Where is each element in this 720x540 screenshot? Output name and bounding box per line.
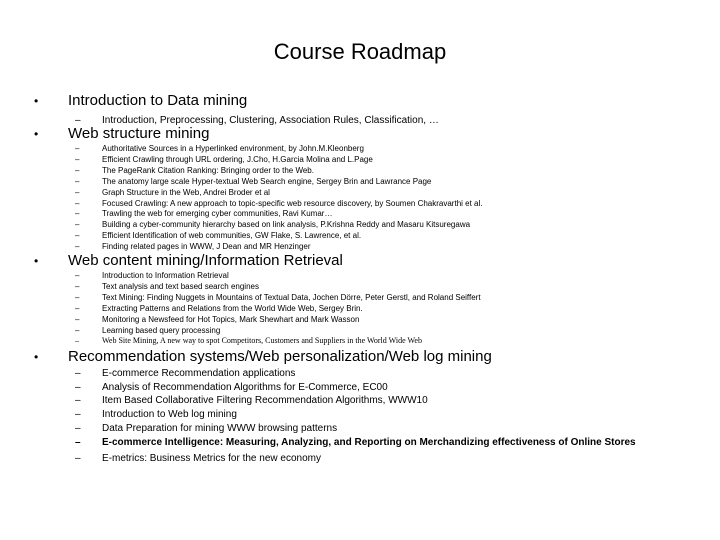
section-items bbox=[75, 367, 695, 465]
dash-icon: – bbox=[75, 381, 81, 393]
list-item: – Efficient Identification of web communities, GW Flake, S. Lawrence, et al. bbox=[75, 231, 362, 241]
list-item: – Text analysis and text based search engines bbox=[75, 281, 259, 291]
list-item: – Introduction to Web log mining bbox=[75, 409, 237, 421]
list-item: – Finding related pages in WWW, J Dean and MR Henzinger bbox=[75, 242, 311, 252]
section-web-structure-mining bbox=[34, 125, 694, 253]
section-recommendation-systems bbox=[34, 348, 694, 465]
dash-icon: – bbox=[75, 452, 81, 464]
dash-icon: – bbox=[75, 231, 80, 241]
list-item: – Data Preparation for mining WWW browsing patterns bbox=[75, 422, 338, 434]
list-item: – E-commerce Recommendation applications bbox=[75, 368, 296, 379]
section-heading: Web content mining/Information Retrieval bbox=[68, 252, 343, 269]
section-intro-data-mining bbox=[34, 92, 694, 127]
section-web-content-mining bbox=[34, 252, 694, 347]
dash-icon: – bbox=[75, 242, 80, 252]
list-item: – Web Site Mining, A new way to spot Competitors, Customers and Suppliers in the World Wide Web bbox=[75, 336, 422, 346]
dash-icon: – bbox=[75, 281, 80, 291]
dash-icon: – bbox=[75, 154, 80, 164]
bullet-icon: • bbox=[34, 350, 39, 364]
dash-icon: – bbox=[75, 368, 81, 379]
dash-icon: – bbox=[75, 303, 80, 313]
list-item: – Learning based query processing bbox=[75, 325, 221, 335]
dash-icon: – bbox=[75, 165, 80, 175]
list-item: – The PageRank Citation Ranking: Bringing order to the Web. bbox=[75, 165, 314, 175]
list-item: – Introduction, Preprocessing, Clustering, Association Rules, Classification, … bbox=[75, 115, 439, 126]
list-item: – Item Based Collaborative Filtering Recommendation Algorithms, WWW10 bbox=[75, 395, 428, 407]
list-item: – E-metrics: Business Metrics for the new economy bbox=[75, 452, 321, 464]
list-item: – Analysis of Recommendation Algorithms for E-Commerce, EC00 bbox=[75, 381, 388, 393]
dash-icon: – bbox=[75, 144, 80, 153]
dash-icon: – bbox=[75, 422, 81, 434]
dash-icon: – bbox=[75, 325, 80, 335]
bullet-icon: • bbox=[34, 127, 39, 141]
list-item: – Graph Structure in the Web, Andrei Broder et al bbox=[75, 187, 270, 197]
list-item: – The anatomy large scale Hyper-textual Web Search engine, Sergey Brin and Lawrance Page bbox=[75, 176, 432, 186]
list-item: – E-commerce Intelligence: Measuring, Analyzing, and Reporting on Merchandizing effectiveness of Online Stores bbox=[75, 436, 636, 448]
dash-icon: – bbox=[75, 176, 80, 186]
list-item: – Text Mining: Finding Nuggets in Mountains of Textual Data, Jochen Dörre, Peter Gerstl, and Roland Seiffert bbox=[75, 292, 481, 302]
list-item: – Introduction to Information Retrieval bbox=[75, 271, 229, 280]
dash-icon: – bbox=[75, 115, 81, 126]
dash-icon: – bbox=[75, 271, 80, 280]
dash-icon: – bbox=[75, 187, 80, 197]
dash-icon: – bbox=[75, 336, 79, 346]
section-items bbox=[75, 271, 694, 347]
dash-icon: – bbox=[75, 209, 80, 219]
list-item: – Trawling the web for emerging cyber communities, Ravi Kumar… bbox=[75, 209, 333, 219]
section-heading: Web structure mining bbox=[68, 125, 210, 142]
slide-title: Course Roadmap bbox=[273, 39, 447, 64]
bullet-icon: • bbox=[34, 254, 39, 268]
bullet-icon: • bbox=[34, 94, 39, 108]
dash-icon: – bbox=[75, 409, 81, 421]
dash-icon: – bbox=[75, 220, 80, 230]
section-items bbox=[75, 144, 694, 253]
list-item: – Extracting Patterns and Relations from the World Wide Web, Sergey Brin. bbox=[75, 303, 363, 313]
list-item: – Efficient Crawling through URL ordering, J.Cho, H.Garcia Molina and L.Page bbox=[75, 154, 373, 164]
section-heading: Introduction to Data mining bbox=[68, 92, 248, 109]
list-item: – Building a cyber-community hierarchy based on link analysis, P.Krishna Reddy and Masaru Kitsuregawa bbox=[75, 220, 471, 230]
list-item: – Monitoring a Newsfeed for Hot Topics, Mark Shewhart and Mark Wasson bbox=[75, 314, 360, 324]
dash-icon: – bbox=[75, 292, 80, 302]
dash-icon: – bbox=[75, 436, 81, 448]
dash-icon: – bbox=[75, 395, 81, 407]
dash-icon: – bbox=[75, 198, 80, 208]
list-item: – Focused Crawling: A new approach to topic-specific web resource discovery, by Soumen Chakravarthi et al. bbox=[75, 198, 483, 208]
list-item: – Authoritative Sources in a Hyperlinked environment, by John.M.Kleonberg bbox=[75, 144, 364, 153]
section-heading: Recommendation systems/Web personalization/Web log mining bbox=[68, 348, 492, 365]
dash-icon: – bbox=[75, 314, 80, 324]
